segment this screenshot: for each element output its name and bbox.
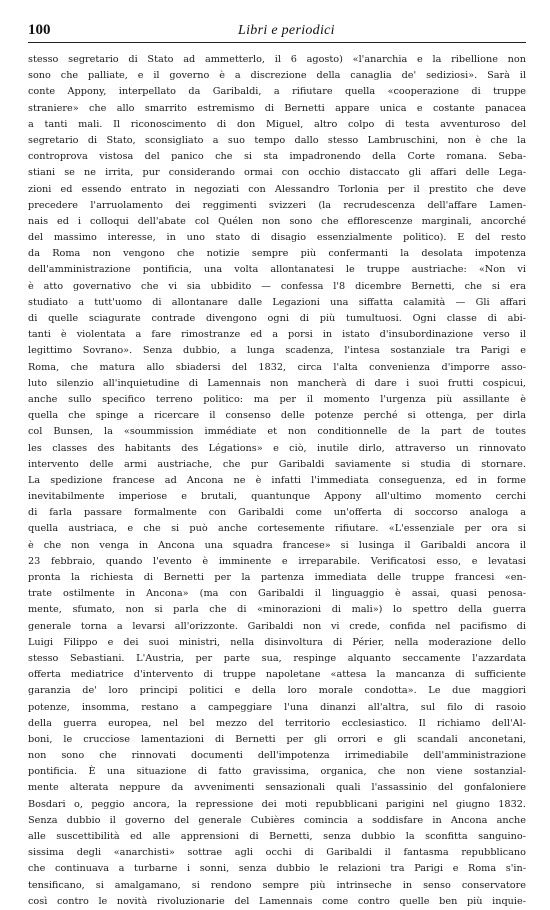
text-line: pronta la richiesta di Bernetti per la partenza immediata delle truppe francesi «en- <box>28 572 526 583</box>
text-line: straniere» che allo smarrito estremismo di Bernetti appare unica e costante panacea <box>28 102 526 114</box>
text-line: stesso Sebastiani. L'Austria, per parte sua, respinge alquanto seccamente l'azzardata <box>28 652 526 664</box>
text-line: della guerra europea, nel bel mezzo del territorio ecclesiastico. Il richiamo dell'Al- <box>28 717 526 729</box>
text-line: così contro le novità rivoluzionarie del Lamennais come contro quelle ben più inquie- <box>28 895 526 907</box>
text-line: segretario di Stato, sconsigliato a suo tempo dallo stesso Lambruschini, non è che la <box>28 134 526 146</box>
text-line: les classes des habitants des Légations» e ciò, inutile dirlo, attraverso un rinnovato <box>28 442 526 454</box>
text-line: controprova vistosa del panico che si sta impadronendo della Corte romana. Seba- <box>28 151 526 163</box>
text-line: pontificia. È una situazione di fatto gravissima, organica, che non viene sostanzial- <box>28 766 526 778</box>
text-line: zioni ed essendo entrato in negoziati con Alessandro Torlonia per il prestito che deve <box>28 183 526 195</box>
text-line: tanti è violentata a fare rimostranze ed a porsi in istato d'insubordinazione verso il <box>28 329 526 341</box>
body-text <box>28 52 526 910</box>
text-line: potenze, insomma, restano a campeggiare l'una dinanzi all'altra, sul filo di rasoio <box>28 701 526 713</box>
page-number: 100 <box>28 22 51 38</box>
text-line: stiani se ne irrita, pur considerando ormai con occhio distaccato gli affari delle Lega- <box>28 167 526 179</box>
text-line: boni, le crucciose lamentazioni di Bernetti per gli orrori e gli scandali anconetani, <box>28 733 526 745</box>
text-line: mente, sfumato, non si parla che di «minorazioni di mali») lo spettro della guerra <box>28 604 526 616</box>
text-line: è atto governativo che vi sia ubbidito — confessa l'8 dicembre Bernetti, che si era <box>28 280 526 292</box>
text-line: Roma, che matura allo sbiadersi del 1832, circa l'alta convenienza d'imporre asso- <box>28 361 526 373</box>
text-line: sissima degli «anarchisti» sottrae agli occhi di Garibaldi il fantasma repubblicano <box>28 847 526 859</box>
text-line: anche sullo specifico terreno politico: ma per il momento l'urgenza più assillante è <box>28 393 526 405</box>
text-line: generale torna a levarsi all'orizzonte. Garibaldi non vi crede, confida nel pacifismo di <box>28 620 526 632</box>
text-line: inevitabilmente imperiose e brutali, quantunque Appony all'ultimo momento cerchi <box>28 491 526 503</box>
text-line: precedere l'arruolamento dei reggimenti svizzeri (la recrudescenza dell'affare Lamen- <box>28 199 526 211</box>
text-line: quella austriaca, e che si può anche cortesemente rifiutare. «L'essenziale per ora si <box>28 523 526 535</box>
text-line: stesso segretario di Stato ad ammetterlo, il 6 agosto) «l'anarchia e la ribellione non <box>28 54 526 65</box>
text-line: Senza dubbio il governo del generale Cubières comincia a soddisfare in Ancona anche <box>28 814 526 826</box>
text-line: tensificano, si amalgamano, si rendono sempre più intrinseche in senso conservatore <box>28 879 526 891</box>
text-line: di quelle sciagurate contrade divengono ogni di più tumultuosi. Ogni classe di abi- <box>28 313 526 324</box>
text-line: del massimo interesse, in uno stato di disagio essenzialmente politico). E del resto <box>28 232 526 244</box>
text-line: sono che palliate, e il governo è a discrezione della canaglia de' sediziosi». Sarà il <box>28 70 526 82</box>
text-line: quella che spinge a ricercare il consenso delle potenze perché si ottenga, per dirla <box>28 410 526 422</box>
text-line: di farla passare formalmente con Garibaldi come un'offerta di soccorso analoga a <box>28 507 526 519</box>
text-line: 23 febbraio, quando l'evento è imminente e irreparabile. Verificatosi esso, e levatasi <box>28 555 526 567</box>
page-header <box>0 0 550 48</box>
text-line: trate ostilmente in Ancona» (ma con Garibaldi il linguaggio è assai, quasi penosa- <box>28 588 526 600</box>
text-line: Bosdari o, peggio ancora, la repressione dei moti repubblicani parigini nel giugno 1832. <box>28 798 526 810</box>
text-line: a tanti mali. Il riconoscimento di don Miguel, altro colpo di testa avventuroso del <box>28 118 526 130</box>
text-line: La spedizione francese ad Ancona ne è infatti l'immediata conseguenza, ed in forme <box>28 474 526 486</box>
text-line: col Bunsen, la «soummission immédiate et non conditionnelle de la part de toutes <box>28 426 526 438</box>
text-line: da Roma non vengono che notizie sempre più confermanti la desolata impotenza <box>28 248 526 260</box>
text-line: studiato a tutt'uomo di allontanare dalle Legazioni una siffatta calamità — Gli affari <box>28 296 526 308</box>
text-line: intervento delle armi austriache, che pur Garibaldi saviamente si studia di stornare. <box>28 458 526 470</box>
text-line: dell'amministrazione pontificia, una volta allontanatesi le truppe austriache: «Non vi <box>28 264 526 276</box>
text-line: mente alterata neppure da avvenimenti sensazionali quali l'assassinio del gonfaloniere <box>28 782 526 794</box>
header-rule <box>28 42 526 43</box>
text-line: legittimo Sovrano». Senza dubbio, a lunga scadenza, l'intesa sostanziale tra Parigi e <box>28 345 526 357</box>
running-title: Libri e periodici <box>238 23 335 38</box>
text-line: luto silenzio all'inquietudine di Lamennais non mancherà di dare i suoi frutti cospicui, <box>28 377 526 389</box>
text-line: alle suscettibilità ed alle apprensioni di Bernetti, senza dubbio la sconfitta sanguino- <box>28 831 526 842</box>
text-line: Luigi Filippo e dei suoi ministri, nella disinvoltura di Périer, nella moderazione dello <box>28 636 526 648</box>
text-line: non sono che rinnovati documenti dell'impotenza irrimediabile dell'amministrazione <box>28 750 526 762</box>
text-line: offerta mediatrice d'intervento di truppe napoletane «attesa la mancanza di sufficiente <box>28 669 526 681</box>
text-line: conte Appony, interpellato da Garibaldi, a rifiutare quella «cooperazione di truppe <box>28 86 526 98</box>
text-line: garanzia de' loro principi politici e della loro morale condotta». Le due maggiori <box>28 685 526 697</box>
text-line: è che non venga in Ancona una squadra francese» si lusinga il Garibaldi ancora il <box>28 539 526 551</box>
text-line: nais ed i colloqui dell'abate col Quélen non sono che efflorescenze marginali, ancorché <box>28 215 526 227</box>
text-line: che continuava a turbarne i sonni, senza dubbio le relazioni tra Parigi e Roma s'in- <box>28 863 526 875</box>
